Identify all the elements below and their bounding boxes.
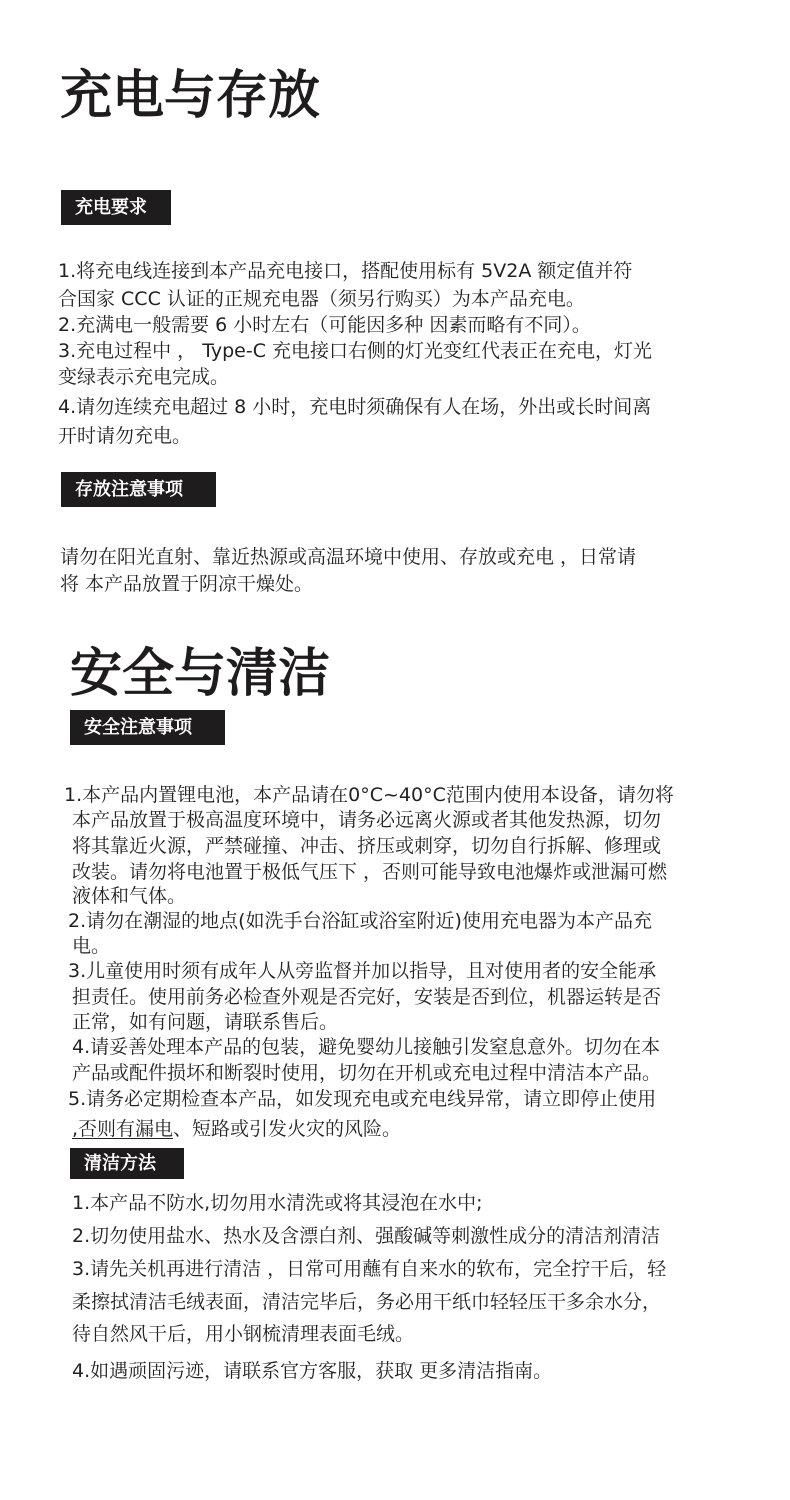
text-line: 开时请勿充电。: [58, 425, 192, 447]
text-line: 改装。请勿将电池置于极低气压下 ，否则可能导致电池爆炸或泄漏可燃: [72, 861, 668, 883]
section-title-charging-storage: 充电与存放: [60, 66, 321, 126]
text-line: 4.请勿连续充电超过 8 小时，充电时须确保有人在场，外出或长时间离: [58, 396, 652, 418]
text-line: 电。: [72, 935, 111, 957]
tag-safety-notes: 安全注意事项: [70, 710, 225, 745]
underlined-text: ,否则有漏电: [72, 1118, 174, 1140]
text-fragment: 、短路或引发火灾的风险。: [173, 1118, 402, 1140]
text-line: [72, 1117, 401, 1141]
section-title-safety-cleaning: 安全与清洁: [70, 644, 331, 704]
text-line: 5.请务必定期检查本产品，如发现充电或充电线异常，请立即停止使用: [68, 1088, 657, 1110]
text-line: 合国家 CCC 认证的正规充电器（须另行购买）为本产品充电。: [58, 288, 585, 310]
text-line: 液体和气体。: [72, 885, 187, 907]
text-line: 2.切勿使用盐水、热水及含漂白剂、强酸碱等刺激性成分的清洁剂清洁: [72, 1225, 661, 1247]
tag-storage-notes: 存放注意事项: [61, 472, 216, 507]
text-line: 4.如遇顽固污迹，请联系官方客服，获取 更多清洁指南。: [72, 1360, 553, 1382]
text-line: 请勿在阳光直射、靠近热源或高温环境中使用、存放或充电 ，日常请: [60, 546, 637, 568]
text-line: 2.充满电一般需要 6 小时左右（可能因多种 因素而略有不同）。: [58, 314, 591, 336]
text-line: 3.儿童使用时须有成年人从旁监督并加以指导，且对使用者的安全能承: [68, 960, 657, 982]
text-line: 2.请勿在潮湿的地点(如洗手台浴缸或浴室附近)使用充电器为本产品充: [68, 910, 652, 932]
text-line: 3.请先关机再进行清洁 ，日常可用蘸有自来水的软布，完全拧干后，轻: [72, 1258, 667, 1280]
text-line: 将其靠近火源，严禁碰撞、冲击、挤压或刺穿，切勿自行拆解、修理或: [72, 835, 662, 857]
text-line: 1.本产品不防水,切勿用水清洗或将其浸泡在水中;: [72, 1192, 483, 1214]
text-line: 1.本产品内置锂电池，本产品请在0°C~40°C范围内使用本设备，请勿将: [64, 784, 674, 806]
text-line: 本产品放置于极高温度环境中，请务必远离火源或者其他发热源，切勿: [72, 809, 662, 831]
text-line: 1.将充电线连接到本产品充电接口，搭配使用标有 5V2A 额定值并符: [58, 260, 633, 282]
text-line: 将 本产品放置于阴凉干燥处。: [60, 573, 314, 595]
text-line: 变绿表示充电完成。: [58, 366, 230, 388]
tag-cleaning-methods: 清洁方法: [70, 1148, 184, 1179]
text-line: 柔擦拭清洁毛绒表面，清洁完毕后，务必用干纸巾轻轻压干多余水分，: [72, 1291, 662, 1313]
text-line: 担责任。使用前务必检查外观是否完好，安装是否到位，机器运转是否: [72, 986, 662, 1008]
text-line: 正常，如有问题，请联系售后。: [72, 1011, 339, 1033]
tag-charging-requirements: 充电要求: [61, 190, 171, 225]
text-line: 4.请妥善处理本产品的包装，避免婴幼儿接触引发窒息意外。切勿在本: [72, 1036, 661, 1058]
text-line: 3.充电过程中 ， Type-C 充电接口右侧的灯光变红代表正在充电，灯光: [58, 340, 653, 362]
text-line: 待自然风干后，用小钢梳清理表面毛绒。: [72, 1323, 415, 1345]
text-line: 产品或配件损坏和断裂时使用，切勿在开机或充电过程中清洁本产品。: [72, 1062, 662, 1084]
